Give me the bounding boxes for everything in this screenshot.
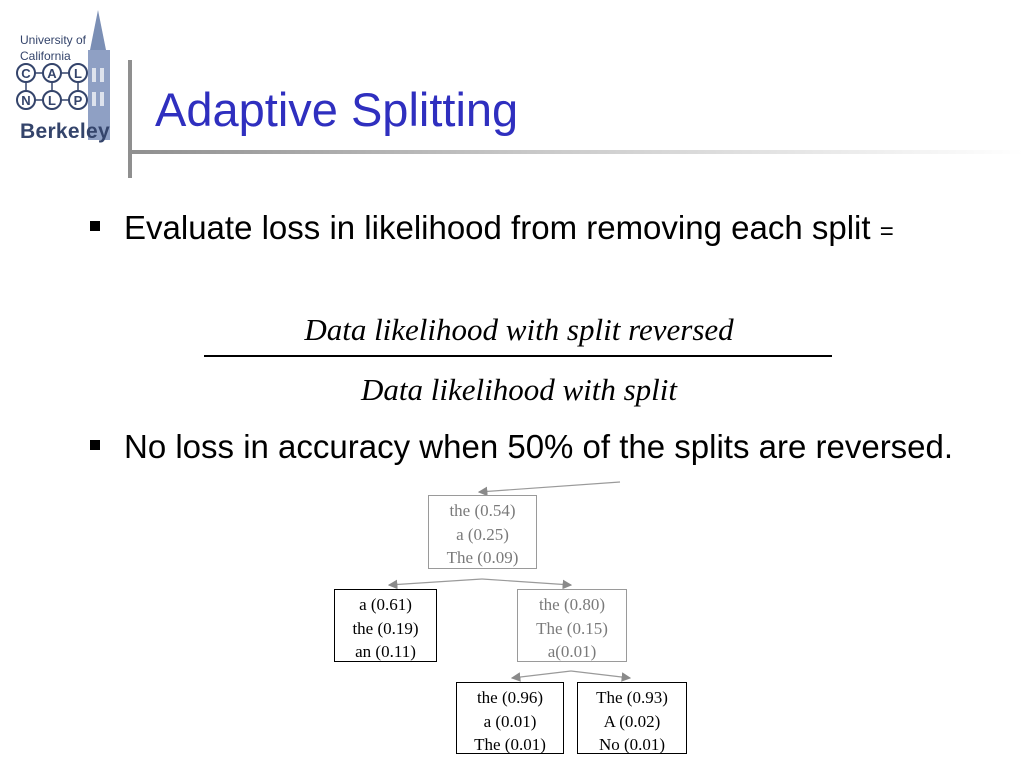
svg-text:N: N [21, 93, 31, 108]
tree-node-root [428, 495, 537, 569]
equals-sign: = [879, 218, 894, 245]
university-line1: University of [20, 33, 87, 47]
node-line: a (0.01) [483, 711, 537, 731]
tree-node-bottom-left [456, 682, 564, 754]
tree-node-left [334, 589, 437, 662]
tree-node-bottom-right [577, 682, 687, 754]
node-line: The (0.01) [474, 735, 546, 754]
svg-text:L: L [48, 93, 56, 108]
node-line: the (0.19) [352, 618, 419, 638]
node-line: a (0.25) [456, 524, 509, 544]
svg-text:L: L [74, 66, 82, 81]
berkeley-label: Berkeley [20, 120, 110, 143]
fraction-denominator: Data likelihood with split [360, 372, 678, 407]
node-line: No (0.01) [598, 735, 666, 754]
slide-title: Adaptive Splitting [155, 83, 519, 136]
node-line: The (0.15) [536, 618, 608, 638]
node-line: The (0.93) [596, 688, 668, 707]
svg-text:A: A [47, 66, 57, 81]
node-line: a (0.61) [359, 595, 412, 614]
bullet-1-text: Evaluate loss in likelihood from removing each split [124, 209, 880, 246]
node-line: a(0.01) [547, 642, 597, 661]
node-line: A (0.02) [603, 711, 661, 731]
bullet-2-text: No loss in accuracy when 50% of the splits are reversed. [124, 428, 954, 465]
svg-text:P: P [73, 93, 83, 108]
university-line2: California [20, 49, 71, 63]
node-line: the (0.54) [449, 501, 516, 520]
node-line: The (0.09) [446, 548, 519, 567]
node-line: an (0.11) [355, 642, 416, 661]
tree-node-right [517, 589, 627, 662]
node-line: the (0.80) [538, 595, 606, 614]
fraction-numerator: Data likelihood with split reversed [304, 312, 734, 347]
node-line: the (0.96) [476, 688, 544, 707]
svg-text:C: C [21, 66, 31, 81]
